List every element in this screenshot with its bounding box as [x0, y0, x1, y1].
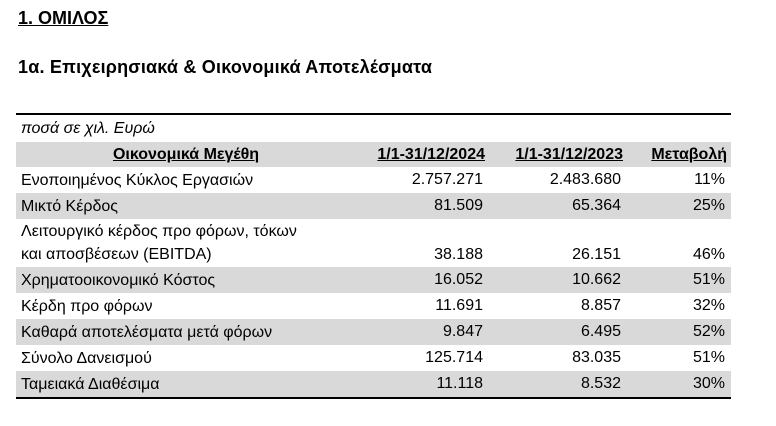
table-header-row [16, 142, 731, 167]
value-2023: 83.035 [572, 349, 621, 366]
value-2024: 11.691 [435, 297, 483, 314]
value-2023: 8.857 [580, 297, 621, 314]
value-2024: 2.757.271 [411, 171, 483, 188]
financial-results-table [16, 113, 731, 399]
table-row-total-borrowing [16, 345, 731, 371]
header-metric: Οικονομικά Μεγέθη [112, 146, 260, 163]
table-row-financial-cost [16, 267, 731, 293]
value-change: 11% [694, 171, 725, 188]
value-change: 30% [692, 375, 725, 392]
table-row-ebt [16, 293, 731, 319]
value-2024: 81.509 [434, 197, 483, 214]
value-2024: 9.847 [442, 323, 483, 340]
row-label: Ενοποιημένος Κύκλος Εργασιών [21, 171, 254, 189]
header-2024: 1/1-31/12/2024 [377, 145, 485, 163]
table-row-gross-profit [16, 193, 731, 219]
subsection-title: 1α. Επιχειρησιακά & Οικονομικά Αποτελέσματα [18, 57, 433, 77]
value-change: 32% [692, 297, 725, 314]
value-change: 46% [692, 246, 725, 263]
header-change: Μεταβολή [651, 145, 727, 163]
value-2023: 10.662 [572, 271, 621, 288]
value-2023: 65.364 [572, 197, 621, 214]
row-label [16, 220, 351, 266]
row-label-line1: Λειτουργικό κέρδος προ φόρων, τόκων [21, 223, 297, 240]
row-label: Χρηματοοικονομικό Κόστος [21, 271, 216, 289]
row-label: Καθαρά αποτελέσματα μετά φόρων [21, 323, 273, 341]
table-row-ebitda [16, 219, 731, 267]
value-2024: 38.188 [434, 246, 483, 263]
row-label: Κέρδη προ φόρων [21, 297, 153, 315]
section-title: 1. ΟΜΙΛΟΣ [18, 8, 109, 28]
row-label: Ταμειακά Διαθέσιμα [21, 375, 160, 393]
value-2023: 6.495 [580, 323, 621, 340]
unit-note: ποσά σε χιλ. Ευρώ [21, 120, 155, 137]
value-2023: 26.151 [572, 246, 621, 263]
value-change: 51% [692, 349, 725, 366]
value-2024: 125.714 [425, 349, 483, 366]
value-2024: 11.118 [436, 375, 483, 392]
table-row-net-results [16, 319, 731, 345]
value-2023: 8.532 [580, 375, 621, 392]
table-row-cash [16, 371, 731, 397]
row-label: Σύνολο Δανεισμού [21, 349, 152, 367]
value-2024: 16.052 [434, 271, 483, 288]
value-change: 52% [692, 323, 725, 340]
value-change: 25% [692, 197, 725, 214]
value-change: 51% [692, 271, 725, 288]
header-2023: 1/1-31/12/2023 [515, 145, 623, 163]
table-row-revenue [16, 167, 731, 193]
value-2023: 2.483.680 [549, 171, 621, 188]
row-label-line2: και αποσβέσεων (EBITDA) [21, 246, 212, 263]
row-label: Μικτό Κέρδος [21, 197, 118, 215]
